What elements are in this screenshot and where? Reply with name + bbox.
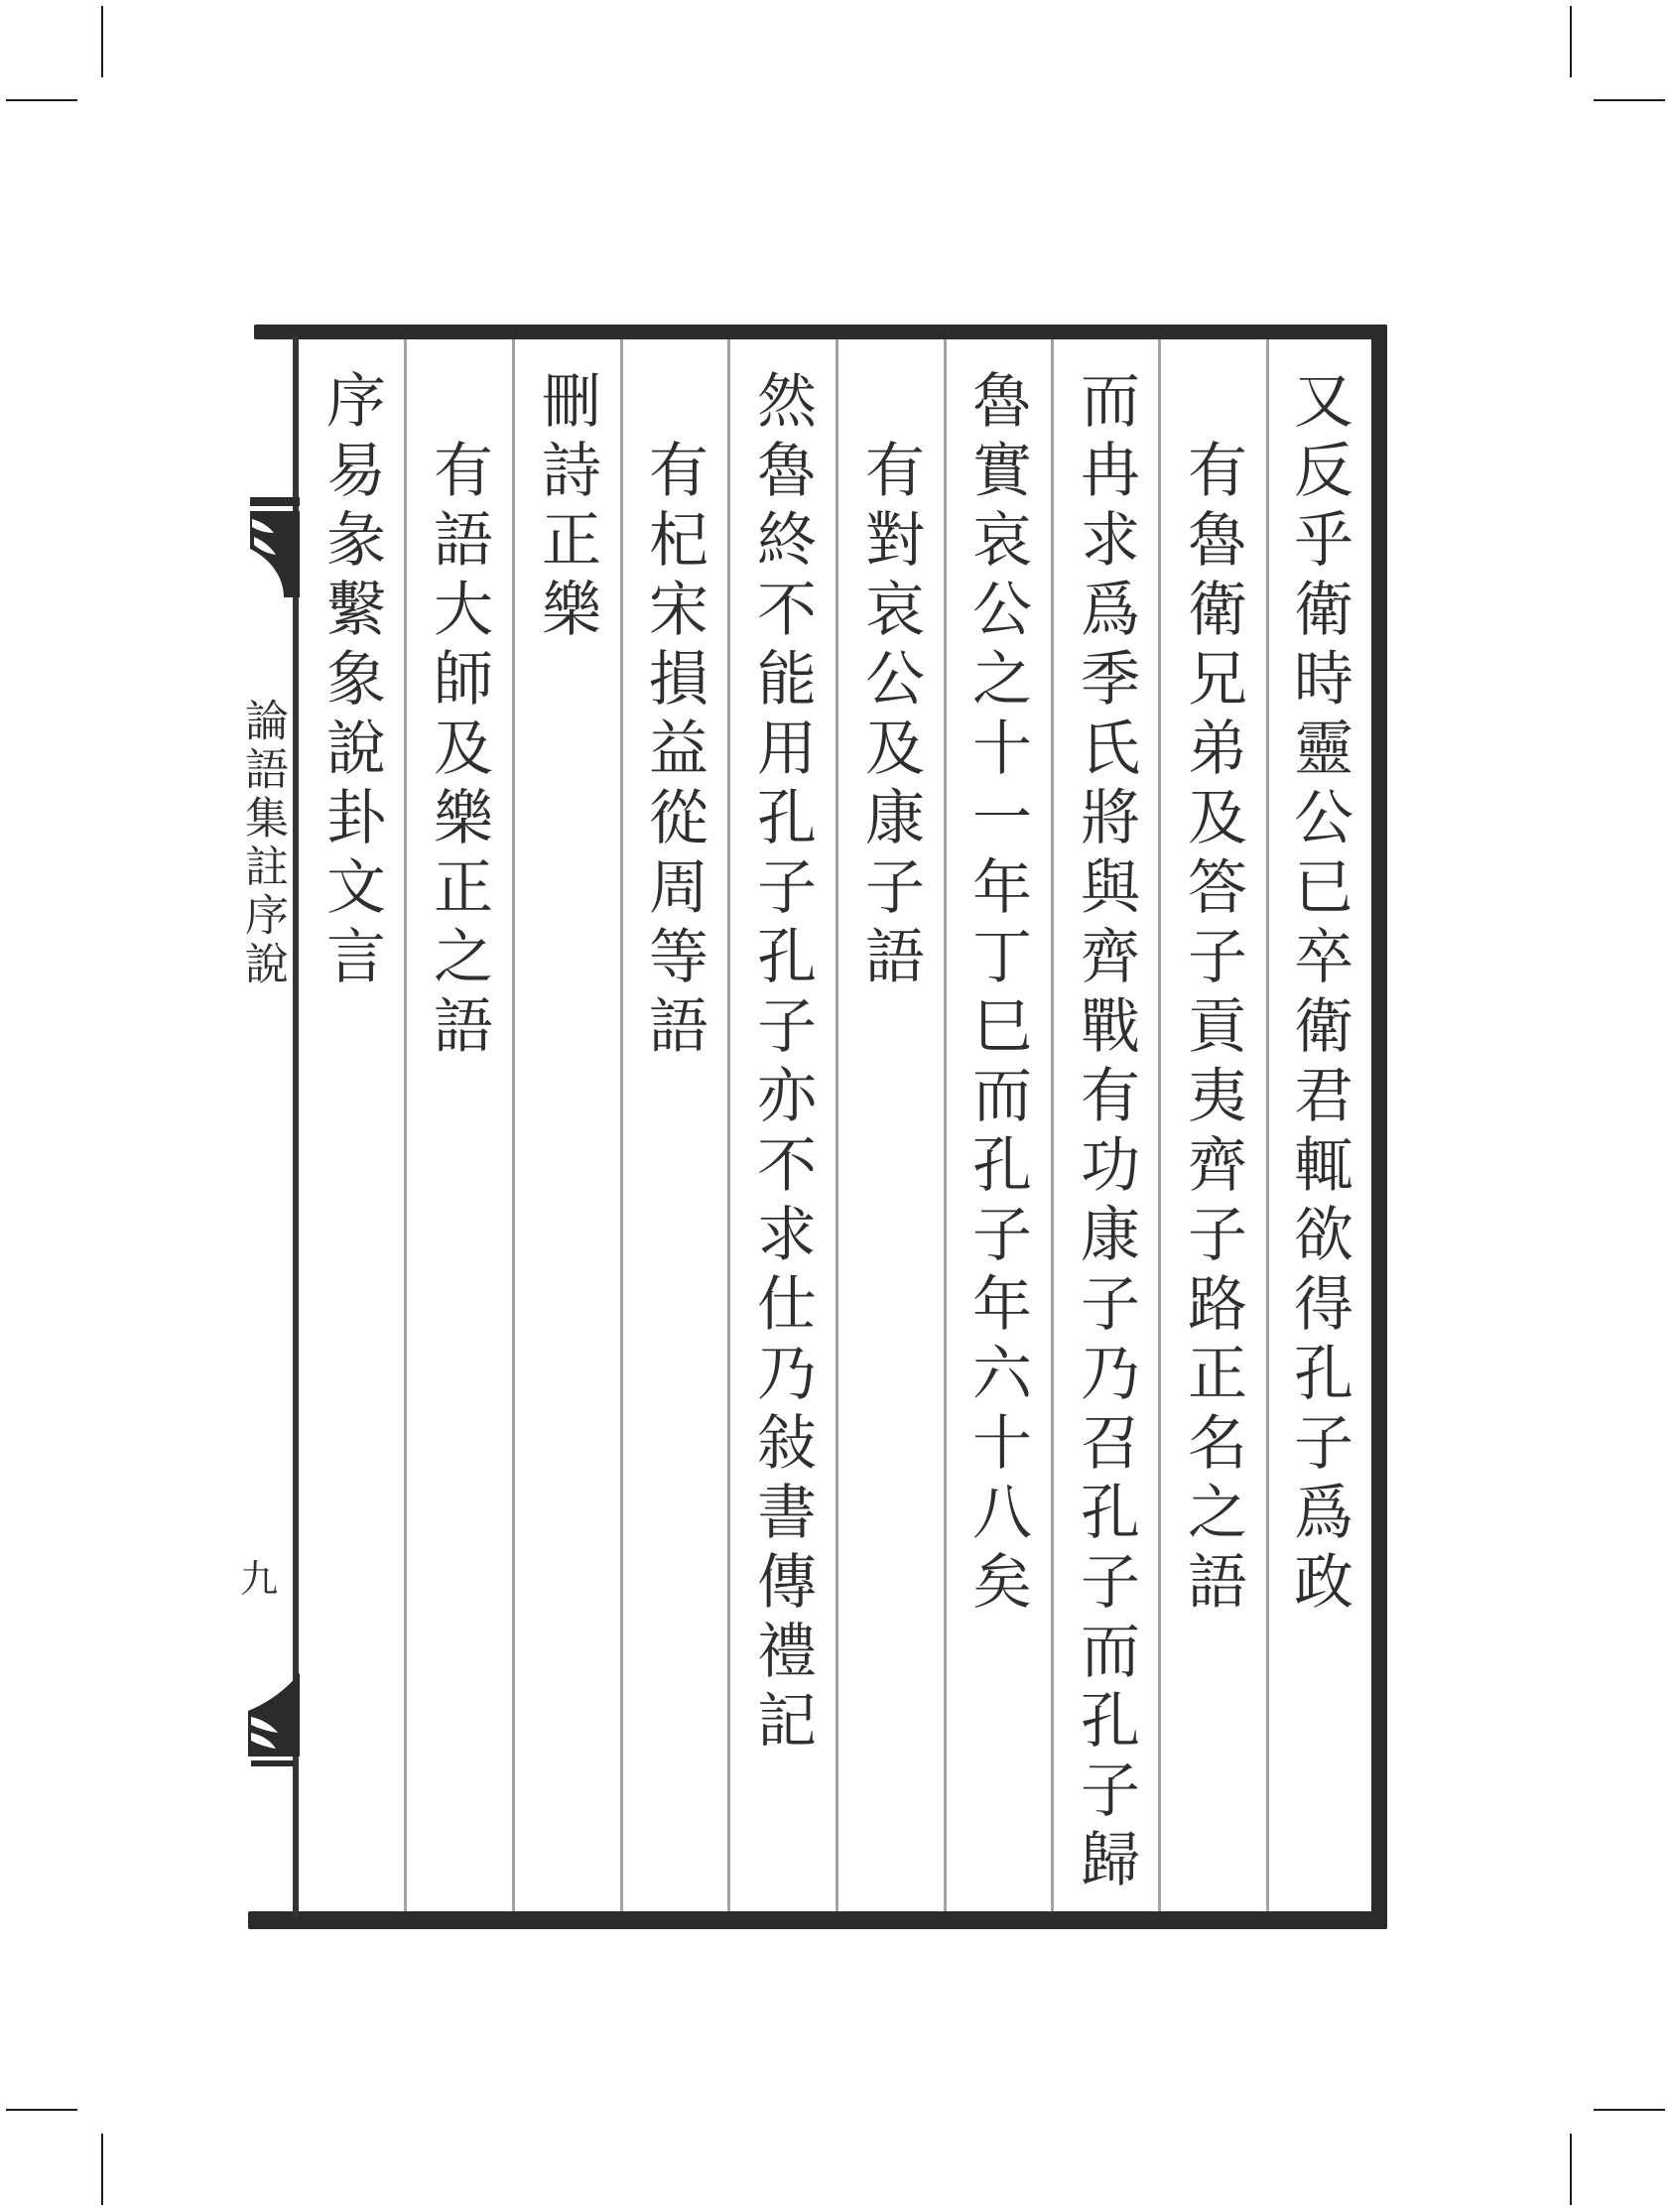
frame-border-top	[254, 325, 1387, 339]
frame-border-right	[1371, 325, 1387, 1929]
text-column-2: 有魯衛兄弟及答子貢夷齊子路正名之語	[1180, 439, 1245, 1620]
text-column-9: 有語大師及樂正之語	[426, 439, 491, 1064]
crop-mark-bottom-left-horizontal	[6, 2109, 77, 2111]
spine-book-title: 論語集註序說	[238, 698, 287, 989]
text-column-3: 而冉求爲季氏將與齊戰有功康子乃召孔子而孔子歸	[1073, 369, 1138, 1897]
text-column-4: 魯實哀公之十一年丁巳而孔子年六十八矣	[965, 369, 1030, 1620]
fishtail-ornament-top	[250, 497, 300, 597]
text-column-8: 刪詩正樂	[534, 369, 599, 647]
text-column-7: 有杞宋損益從周等語	[641, 439, 707, 1064]
text-column-1: 又反乎衛時靈公已卒衛君輒欲得孔子爲政	[1286, 369, 1351, 1620]
page-number: 九	[239, 1559, 278, 1601]
crop-mark-bottom-right-vertical	[1570, 2134, 1572, 2205]
crop-mark-top-left-horizontal	[6, 99, 77, 101]
text-column-10: 序易彖繫象說卦文言	[319, 369, 384, 994]
crop-mark-bottom-left-vertical	[101, 2134, 103, 2205]
frame-border-bottom	[248, 1911, 1387, 1929]
crop-mark-bottom-right-horizontal	[1594, 2109, 1665, 2111]
crop-mark-top-left-vertical	[101, 6, 103, 77]
text-column-6: 然魯終不能用孔子孔子亦不求仕乃敍書傳禮記	[749, 369, 815, 1758]
text-column-5: 有對哀公及康子語	[857, 439, 923, 994]
crop-mark-top-right-vertical	[1570, 6, 1572, 77]
crop-mark-top-right-horizontal	[1594, 99, 1665, 101]
fishtail-ornament-bottom	[248, 1673, 300, 1768]
